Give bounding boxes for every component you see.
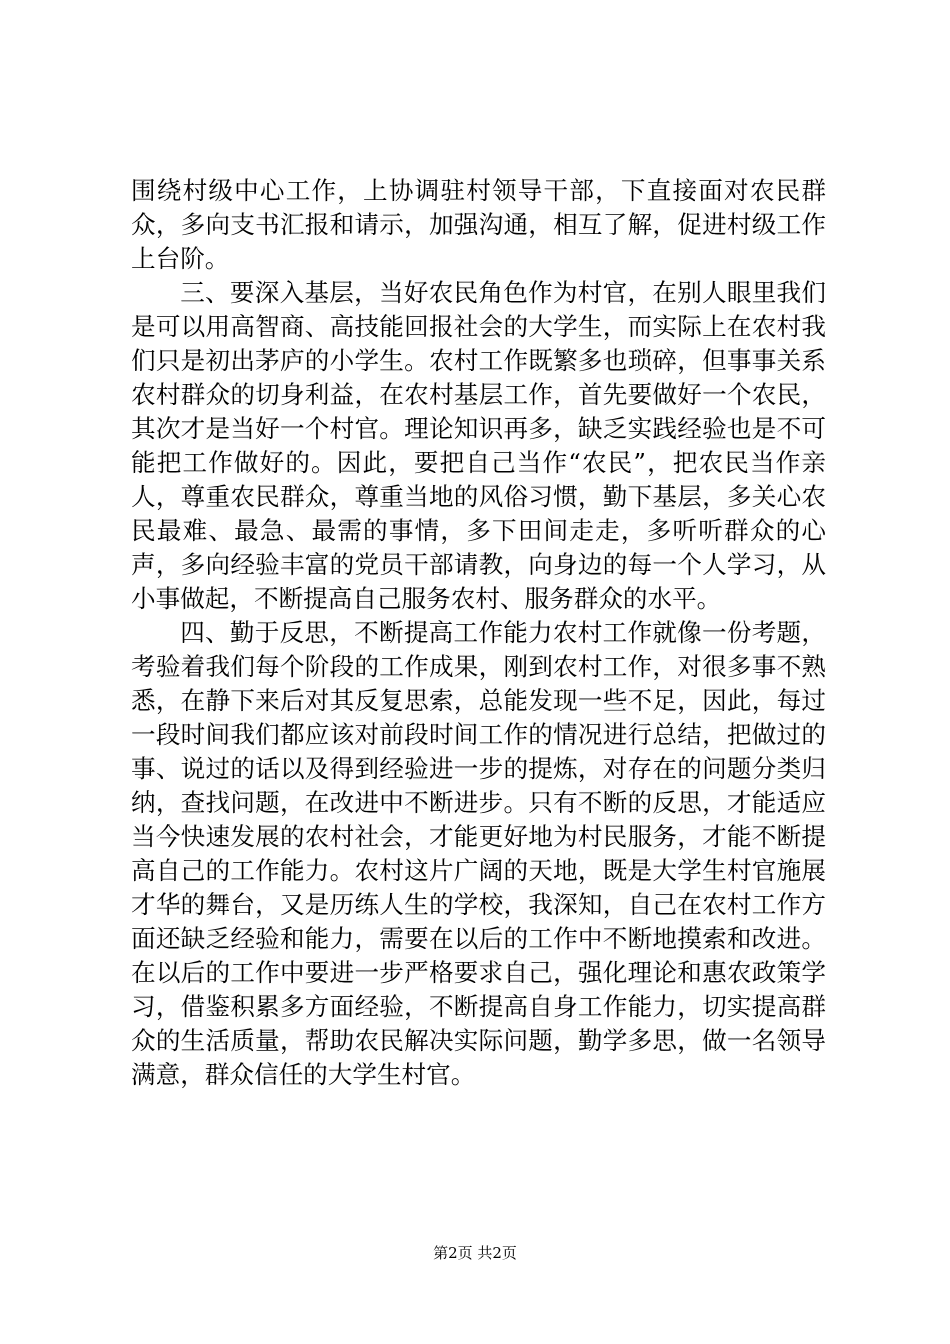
document-body	[131, 174, 826, 1092]
paragraph-section-three: 三、要深入基层，当好农民角色作为村官，在别人眼里我们是可以用高智商、高技能回报社会的大学生，而实际上在农村我们只是初出茅庐的小学生。农村工作既繁多也琐碎，但事事关系农村群众的切身利益，在农村基层工作，首先要做好一个农民，其次才是当好一个村官。理论知识再多，缺乏实践经验也是不可能把工作做好的。因此，要把自己当作“农民”，把农民当作亲人，尊重农民群众，尊重当地的风俗习惯，勤下基层，多关心农民最难、最急、最需的事情，多下田间走走，多听听群众的心声，多向经验丰富的党员干部请教，向身边的每一个人学习，从小事做起，不断提高自己服务农村、服务群众的水平。	[131, 278, 826, 613]
paragraph-continuation: 围绕村级中心工作，上协调驻村领导干部，下直接面对农民群众，多向支书汇报和请示，加强沟通，相互了解，促进村级工作上台阶。	[131, 176, 826, 273]
paragraph-section-four: 四、勤于反思，不断提高工作能力农村工作就像一份考题，考验着我们每个阶段的工作成果，刚到农村工作，对很多事不熟悉，在静下来后对其反复思索，总能发现一些不足，因此，每过一段时间我们都应该对前段时间工作的情况进行总结，把做过的事、说过的话以及得到经验进一步的提炼，对存在的问题分类归纳，查找问题，在改进中不断进步。只有不断的反思，才能适应当今快速发展的农村社会，才能更好地为村民服务，才能不断提高自己的工作能力。农村这片广阔的天地，既是大学生村官施展才华的舞台，又是历练人生的学校，我深知，自己在农村工作方面还缺乏经验和能力，需要在以后的工作中不断地摸索和改进。在以后的工作中要进一步严格要求自己，强化理论和惠农政策学习，借鉴积累多方面经验，不断提高自身工作能力，切实提高群众的生活质量，帮助农民解决实际问题，勤学多思，做一名领导满意，群众信任的大学生村官。	[131, 618, 826, 1089]
page-footer: 第2页 共2页	[433, 1244, 517, 1262]
